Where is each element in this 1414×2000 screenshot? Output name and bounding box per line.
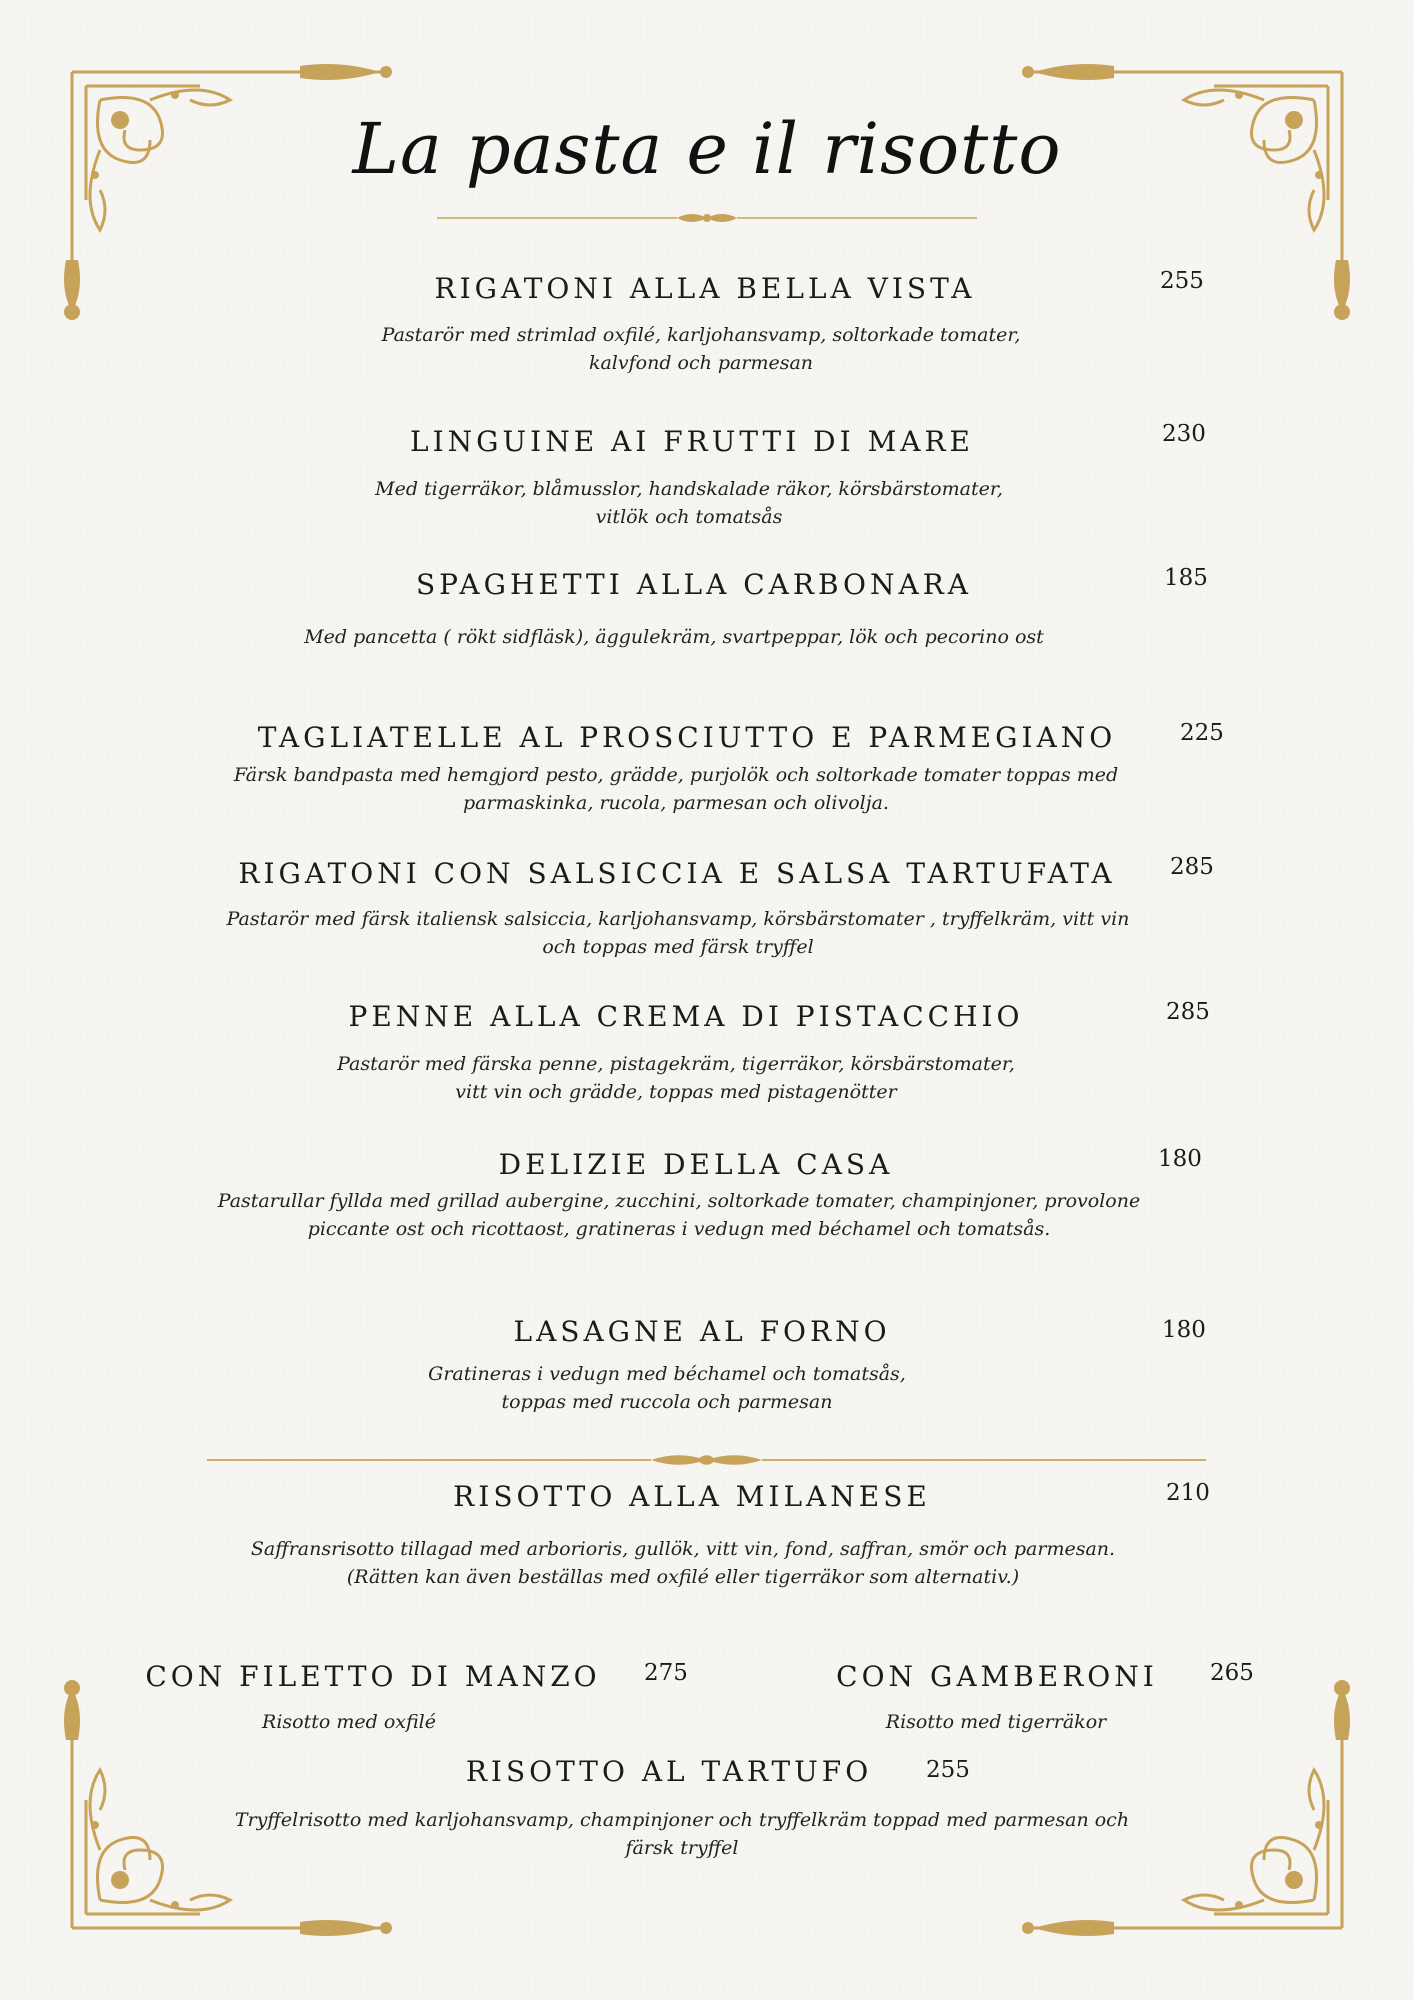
item-price: 180 [1162,1317,1206,1343]
item-desc: Färsk bandpasta med hemgjord pesto, grädde, purjolök och soltorkade tomater toppas med parmaskinka, rucola, parmesan och olivolja. [233,764,1119,814]
item-name: TAGLIATELLE AL PROSCIUTTO E PARMEGIANO [257,721,1117,754]
item-name: RISOTTO AL TARTUFO [465,1755,873,1788]
item-desc: Med pancetta ( rökt sidfläsk), äggulekräm, svartpeppar, lök och pecorino ost [304,626,1044,648]
item-name: RISOTTO ALLA MILANESE [453,1480,931,1513]
item-name: PENNE ALLA CREMA DI PISTACCHIO [348,1000,1024,1033]
item-name: LINGUINE AI FRUTTI DI MARE [410,425,974,458]
item-name: RIGATONI CON SALSICCIA E SALSA TARTUFATA [238,857,1116,890]
item-price: 185 [1164,565,1208,591]
item-name: RIGATONI ALLA BELLA VISTA [434,272,976,305]
item-desc: Pastarör med färska penne, pistagekräm, tigerräkor, körsbärstomater, vitt vin och grädde, toppas med pistagenötter [337,1053,1015,1103]
item-price: 225 [1180,720,1224,746]
item-name: DELIZIE DELLA CASA [498,1148,894,1181]
item-price: 285 [1170,854,1214,880]
item-price: 265 [1210,1660,1254,1686]
item-desc: Risotto med oxfilé [262,1711,436,1733]
item-price: 210 [1166,1480,1210,1506]
item-name: CON FILETTO DI MANZO [145,1660,601,1693]
item-name: CON GAMBERONI [836,1660,1158,1693]
item-price: 275 [644,1660,688,1686]
item-desc: Saffransrisotto tillagad med arborioris, gullök, vitt vin, fond, saffran, smör och parmesan. (Rätten kan även beställas med oxfilé eller tigerräkor som alternativ.) [250,1538,1116,1588]
item-price: 255 [926,1757,970,1783]
item-price: 180 [1158,1146,1202,1172]
item-desc: Pastarullar fyllda med grillad aubergine, zucchini, soltorkade tomater, champinjoner, provolone piccante ost och ricottaost, gratineras i vedugn med béchamel och tomatsås. [217,1190,1141,1240]
ornament-divider-icon [207,214,1206,1465]
item-desc: Risotto med tigerräkor [885,1711,1107,1733]
item-desc: Pastarör med strimlad oxfilé, karljohansvamp, soltorkade tomater, kalvfond och parmesan [381,324,1021,374]
item-price: 285 [1166,999,1210,1025]
item-desc: Pastarör med färsk italiensk salsiccia, karljohansvamp, körsbärstomater , tryffelkräm, vitt vin och toppas med färsk tryffel [226,908,1130,958]
item-name: LASAGNE AL FORNO [513,1315,891,1348]
page-title: La pasta e il risotto [352,108,1062,190]
item-desc: Tryffelrisotto med karljohansvamp, champinjoner och tryffelkräm toppad med parmesan och färsk tryffel [234,1809,1130,1859]
item-desc: Gratineras i vedugn med béchamel och tomatsås, toppas med ruccola och parmesan [428,1363,906,1413]
item-price: 230 [1162,421,1206,447]
item-name: SPAGHETTI ALLA CARBONARA [415,568,973,601]
item-desc: Med tigerräkor, blåmusslor, handskalade räkor, körsbärstomater, vitlök och tomatsås [375,478,1003,528]
item-price: 255 [1160,268,1204,294]
